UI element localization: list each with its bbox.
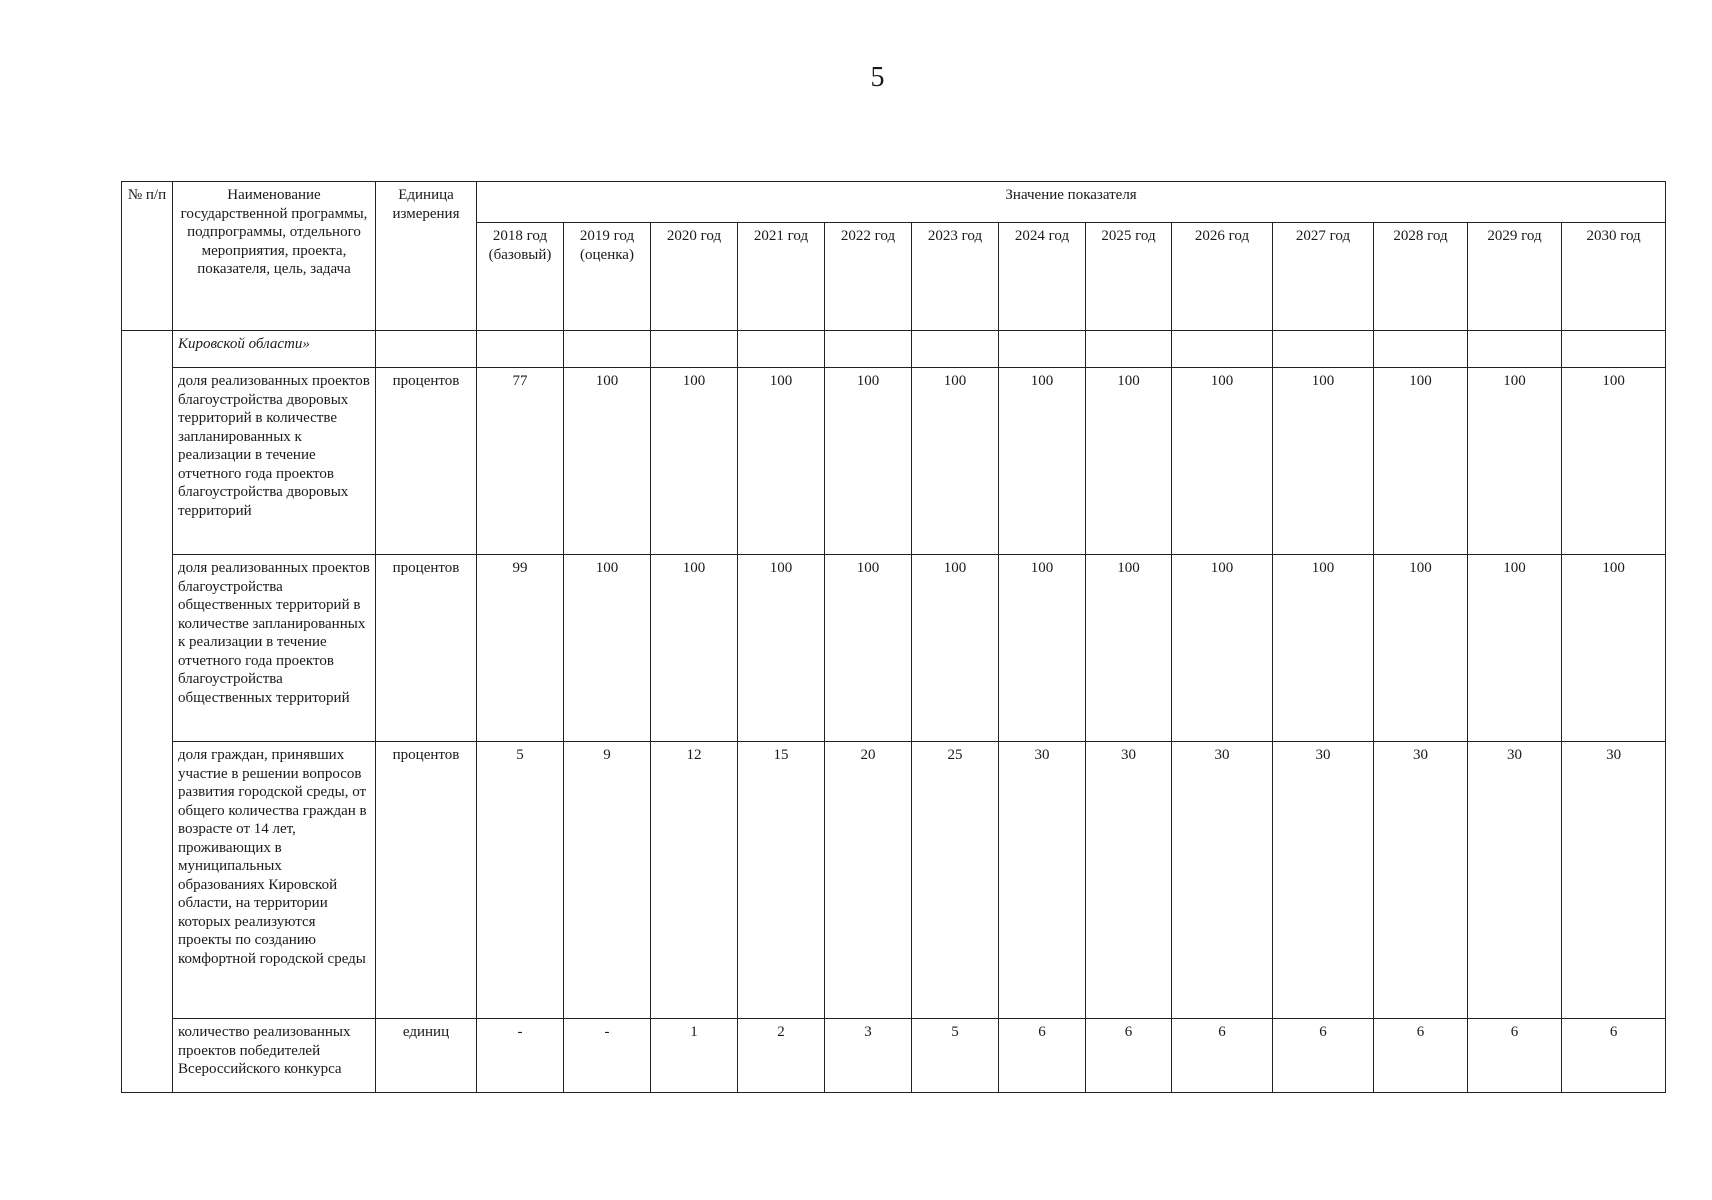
indicator-value: 100 xyxy=(1273,368,1374,555)
indicator-value: 30 xyxy=(1086,742,1172,1019)
header-year: 2027 год xyxy=(1273,223,1374,331)
header-year: 2024 год xyxy=(999,223,1086,331)
empty-cell xyxy=(651,331,738,368)
indicator-value: 100 xyxy=(1468,555,1562,742)
empty-cell xyxy=(1562,331,1666,368)
header-name: Наименование государственной программы, подпрограммы, отдельного мероприятия, проекта, показателя, цель, задача xyxy=(173,182,376,331)
table-row xyxy=(122,331,1666,368)
indicator-value: 30 xyxy=(1374,742,1468,1019)
empty-cell xyxy=(1172,331,1273,368)
indicator-value: 6 xyxy=(1172,1019,1273,1093)
row-number-cell xyxy=(122,331,173,1093)
header-unit: Единица измерения xyxy=(376,182,477,331)
indicator-value: 100 xyxy=(1562,555,1666,742)
indicator-value: 100 xyxy=(564,555,651,742)
header-value-group: Значение показателя xyxy=(477,182,1666,223)
header-year: 2019 год (оценка) xyxy=(564,223,651,331)
indicator-value: 100 xyxy=(1086,555,1172,742)
indicator-value: 100 xyxy=(1273,555,1374,742)
empty-cell xyxy=(999,331,1086,368)
header-year: 2025 год xyxy=(1086,223,1172,331)
indicator-name: доля реализованных проектов благоустройства общественных территорий в количестве запланированных к реализации в течение отчетного года проектов благоустройства общественных территорий xyxy=(173,555,376,742)
indicator-value: 15 xyxy=(738,742,825,1019)
indicator-unit: единиц xyxy=(376,1019,477,1093)
indicator-value: 100 xyxy=(912,368,999,555)
header-year: 2022 год xyxy=(825,223,912,331)
indicator-value: 100 xyxy=(1172,555,1273,742)
indicators-table xyxy=(121,181,1666,1093)
header-year: 2030 год xyxy=(1562,223,1666,331)
indicator-unit: процентов xyxy=(376,555,477,742)
header-year: 2023 год xyxy=(912,223,999,331)
indicator-value: 100 xyxy=(1374,368,1468,555)
empty-cell xyxy=(825,331,912,368)
page-number: 5 xyxy=(870,62,885,93)
indicator-value: 5 xyxy=(477,742,564,1019)
indicator-value: - xyxy=(564,1019,651,1093)
indicator-value: 30 xyxy=(1172,742,1273,1019)
empty-cell xyxy=(564,331,651,368)
empty-cell xyxy=(912,331,999,368)
indicator-unit: процентов xyxy=(376,742,477,1019)
indicator-value: 6 xyxy=(1374,1019,1468,1093)
indicator-value: 20 xyxy=(825,742,912,1019)
indicator-value: 30 xyxy=(1468,742,1562,1019)
indicator-value: 30 xyxy=(999,742,1086,1019)
indicator-value: 100 xyxy=(651,555,738,742)
indicator-value: 100 xyxy=(564,368,651,555)
empty-cell xyxy=(477,331,564,368)
indicator-value: 6 xyxy=(1562,1019,1666,1093)
empty-cell xyxy=(1374,331,1468,368)
indicator-value: 99 xyxy=(477,555,564,742)
indicator-value: 2 xyxy=(738,1019,825,1093)
indicator-value: 100 xyxy=(651,368,738,555)
indicator-name: доля реализованных проектов благоустройства дворовых территорий в количестве запланированных к реализации в течение отчетного года проектов благоустройства дворовых территорий xyxy=(173,368,376,555)
indicator-value: 100 xyxy=(1086,368,1172,555)
table-row xyxy=(122,742,1666,1019)
indicator-value: 100 xyxy=(738,368,825,555)
indicator-name: доля граждан, принявших участие в решении вопросов развития городской среды, от общего количества граждан в возрасте от 14 лет, проживающих в муниципальных образованиях Кировской области, на территории которых реализуются проекты по созданию комфортной городской среды xyxy=(173,742,376,1019)
indicator-value: 100 xyxy=(1562,368,1666,555)
indicator-value: 30 xyxy=(1562,742,1666,1019)
header-year: 2026 год xyxy=(1172,223,1273,331)
header-year: 2020 год xyxy=(651,223,738,331)
empty-cell xyxy=(1273,331,1374,368)
indicator-value: 25 xyxy=(912,742,999,1019)
header-year: 2018 год (базовый) xyxy=(477,223,564,331)
header-year: 2021 год xyxy=(738,223,825,331)
empty-cell xyxy=(738,331,825,368)
indicator-value: 30 xyxy=(1273,742,1374,1019)
table-row xyxy=(122,368,1666,555)
indicator-value: 100 xyxy=(999,368,1086,555)
indicator-value: 100 xyxy=(912,555,999,742)
indicator-value: 100 xyxy=(825,555,912,742)
table-header-row xyxy=(122,182,1666,223)
indicator-value: 6 xyxy=(1468,1019,1562,1093)
table-row xyxy=(122,555,1666,742)
indicator-value: 9 xyxy=(564,742,651,1019)
table-row xyxy=(122,1019,1666,1093)
indicator-value: 6 xyxy=(999,1019,1086,1093)
indicator-value: 77 xyxy=(477,368,564,555)
indicator-value: 3 xyxy=(825,1019,912,1093)
header-year: 2028 год xyxy=(1374,223,1468,331)
indicator-value: - xyxy=(477,1019,564,1093)
indicator-value: 100 xyxy=(1374,555,1468,742)
empty-cell xyxy=(1468,331,1562,368)
indicator-value: 5 xyxy=(912,1019,999,1093)
empty-cell xyxy=(1086,331,1172,368)
indicator-value: 100 xyxy=(999,555,1086,742)
indicator-value: 100 xyxy=(1172,368,1273,555)
indicator-value: 1 xyxy=(651,1019,738,1093)
indicator-value: 100 xyxy=(825,368,912,555)
header-num: № п/п xyxy=(122,182,173,331)
indicator-value: 100 xyxy=(738,555,825,742)
section-title: Кировской области» xyxy=(173,331,376,368)
indicator-value: 100 xyxy=(1468,368,1562,555)
empty-cell xyxy=(376,331,477,368)
indicator-value: 12 xyxy=(651,742,738,1019)
header-year: 2029 год xyxy=(1468,223,1562,331)
indicator-value: 6 xyxy=(1273,1019,1374,1093)
indicator-name: количество реализованных проектов победителей Всероссийского конкурса xyxy=(173,1019,376,1093)
indicator-unit: процентов xyxy=(376,368,477,555)
indicator-value: 6 xyxy=(1086,1019,1172,1093)
